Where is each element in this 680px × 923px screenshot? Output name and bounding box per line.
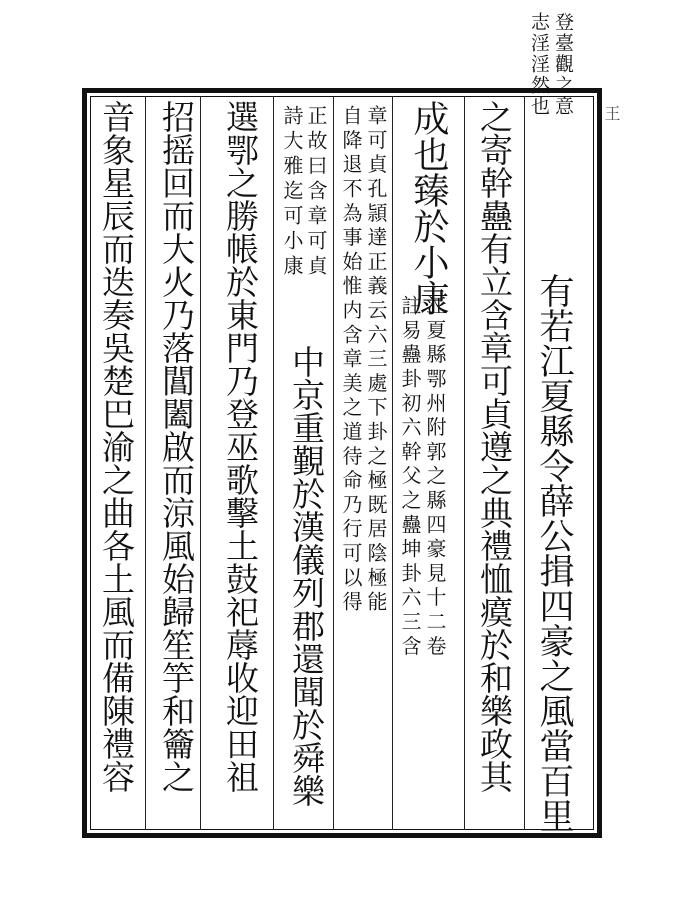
commentary-column-3b: 註易蠱卦初六幹父之蠱坤卦六三含 <box>398 295 422 660</box>
commentary-column-5a: 正故曰含章可貞 <box>304 105 328 280</box>
column-divider <box>273 96 274 830</box>
text-column-4: 成也臻於小康 <box>408 100 449 316</box>
text-column-1: 有若江夏縣令薛公揖四豪之風當百里 <box>534 273 574 833</box>
column-divider <box>200 96 201 830</box>
commentary-column-4b: 自降退不為事始惟内含章美之道待命乃行可以得 <box>339 105 363 616</box>
text-column-6: 選鄂之勝帳於東門乃登巫歌擊土鼓祀蓐收迎田祖 <box>221 100 260 793</box>
text-column-2: 之寄幹蠱有立含章可貞遵之典禮恤瘼於和樂政其 <box>475 100 514 793</box>
margin-mark: 王 <box>602 105 621 121</box>
text-column-8: 音象星辰而迭奏吳楚巴渝之曲各土風而備陳禮容 <box>97 100 136 793</box>
header-note-line1: 登臺觀之意 <box>552 12 574 117</box>
header-note-line2: 志淫淫然也 <box>528 12 550 117</box>
commentary-column-5b: 詩大雅迄可小康 <box>280 105 304 280</box>
column-divider <box>524 96 525 830</box>
text-column-5: 中京重覲於漢儀列郡還聞於舜樂 <box>287 345 326 807</box>
text-column-7: 招摇回而大火乃落閶闔啟而涼風始歸笙竽和籥之 <box>157 100 196 793</box>
commentary-column-3a: 江夏縣鄂州附郭之縣四豪見十二卷 <box>423 295 447 660</box>
column-divider <box>464 96 465 830</box>
column-divider <box>333 96 334 830</box>
column-divider <box>145 96 146 830</box>
commentary-column-4a: 章可貞孔頴達正義云六三處下卦之極既居陰極能 <box>364 105 388 616</box>
column-divider <box>392 96 393 830</box>
